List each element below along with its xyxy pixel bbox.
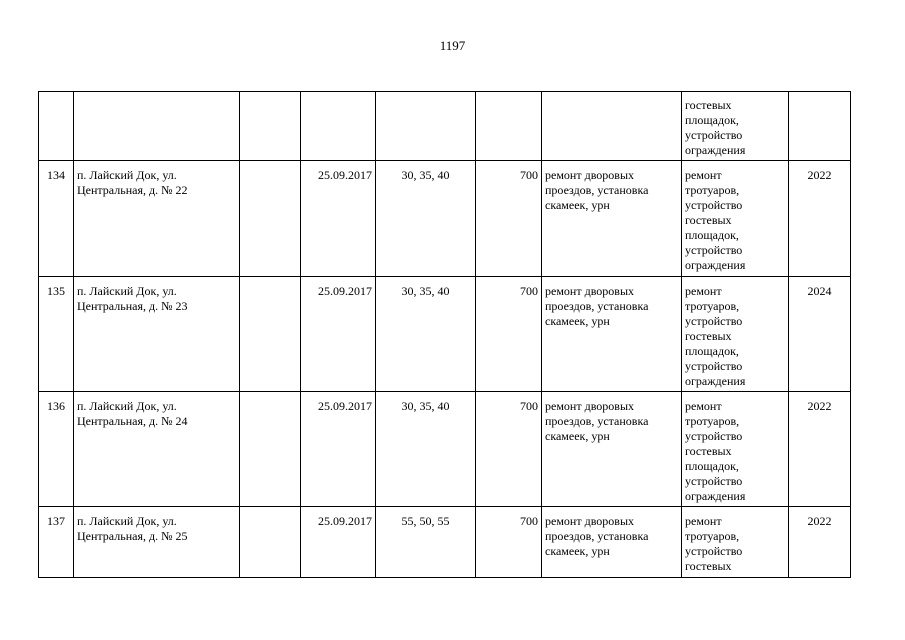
date-cell: 25.09.2017: [301, 392, 376, 507]
area-cell: 700: [476, 277, 542, 392]
extra-cell: [240, 392, 301, 507]
text-line: гостевых: [685, 98, 732, 112]
additional-works-cell: [682, 392, 789, 507]
year-cell: [789, 92, 851, 161]
text-line: ограждения: [685, 374, 746, 388]
text-line: ограждения: [685, 143, 746, 157]
extra-cell: [240, 92, 301, 161]
text-line: гостевых: [685, 444, 732, 458]
text-line: п. Лайский Док, ул.: [77, 284, 177, 298]
area-cell: [476, 92, 542, 161]
text-line: гостевых: [685, 213, 732, 227]
address-cell: [74, 392, 240, 507]
date-cell: [301, 92, 376, 161]
text-line: тротуаров,: [685, 299, 740, 313]
address-cell: [74, 507, 240, 578]
text-line: ограждения: [685, 258, 746, 272]
row-number: 135: [39, 277, 74, 392]
address-cell: [74, 277, 240, 392]
text-line: гостевых: [685, 559, 732, 573]
extra-cell: [240, 507, 301, 578]
text-line: ремонт: [685, 399, 722, 413]
text-line: Центральная, д. № 24: [77, 414, 188, 428]
text-line: ограждения: [685, 489, 746, 503]
year-cell: 2024: [789, 277, 851, 392]
area-cell: 700: [476, 161, 542, 277]
text-line: площадок,: [685, 228, 739, 242]
continuation-row: [39, 92, 851, 161]
text-line: п. Лайский Док, ул.: [77, 168, 177, 182]
text-line: устройство: [685, 544, 743, 558]
coefficients-cell: 30, 35, 40: [376, 277, 476, 392]
text-line: Центральная, д. № 23: [77, 299, 188, 313]
text-line: устройство: [685, 474, 743, 488]
row-number: 136: [39, 392, 74, 507]
text-line: п. Лайский Док, ул.: [77, 514, 177, 528]
area-cell: 700: [476, 507, 542, 578]
coefficients-cell: [376, 92, 476, 161]
address-cell: [74, 161, 240, 277]
additional-works-cell: [682, 92, 789, 161]
num-cell: [39, 92, 74, 161]
area-cell: 700: [476, 392, 542, 507]
text-line: п. Лайский Док, ул.: [77, 399, 177, 413]
row-number: 137: [39, 507, 74, 578]
text-line: площадок,: [685, 113, 739, 127]
text-line: ремонт дворовых: [545, 514, 635, 528]
text-line: скамеек, урн: [545, 429, 610, 443]
minimal-works-cell: [542, 392, 682, 507]
additional-works-cell: [682, 277, 789, 392]
text-line: ремонт дворовых: [545, 284, 635, 298]
text-line: площадок,: [685, 459, 739, 473]
table-row: [39, 392, 851, 507]
date-cell: 25.09.2017: [301, 507, 376, 578]
text-line: проездов, установка: [545, 529, 649, 543]
year-cell: 2022: [789, 392, 851, 507]
page-number: 1197: [439, 38, 466, 53]
coefficients-cell: 55, 50, 55: [376, 507, 476, 578]
text-line: ремонт дворовых: [545, 399, 635, 413]
text-line: устройство: [685, 429, 743, 443]
text-line: устройство: [685, 359, 743, 373]
text-line: ремонт: [685, 514, 722, 528]
table-row: [39, 161, 851, 277]
date-cell: 25.09.2017: [301, 161, 376, 277]
text-line: скамеек, урн: [545, 544, 610, 558]
minimal-works-cell: [542, 161, 682, 277]
text-line: площадок,: [685, 344, 739, 358]
minimal-works-cell: [542, 92, 682, 161]
coefficients-cell: 30, 35, 40: [376, 392, 476, 507]
text-line: ремонт: [685, 284, 722, 298]
row-number: 134: [39, 161, 74, 277]
text-line: устройство: [685, 198, 743, 212]
text-line: ремонт: [685, 168, 722, 182]
extra-cell: [240, 277, 301, 392]
table-row: [39, 277, 851, 392]
year-cell: 2022: [789, 161, 851, 277]
minimal-works-cell: [542, 507, 682, 578]
text-line: Центральная, д. № 25: [77, 529, 188, 543]
extra-cell: [240, 161, 301, 277]
text-line: тротуаров,: [685, 529, 740, 543]
text-line: Центральная, д. № 22: [77, 183, 188, 197]
text-line: устройство: [685, 128, 743, 142]
table-row: [39, 507, 851, 578]
courtyards-table: [38, 91, 851, 578]
text-line: тротуаров,: [685, 414, 740, 428]
text-line: ремонт дворовых: [545, 168, 635, 182]
text-line: устройство: [685, 243, 743, 257]
text-line: проездов, установка: [545, 183, 649, 197]
text-line: проездов, установка: [545, 299, 649, 313]
minimal-works-cell: [542, 277, 682, 392]
year-cell: 2022: [789, 507, 851, 578]
text-line: скамеек, урн: [545, 198, 610, 212]
coefficients-cell: 30, 35, 40: [376, 161, 476, 277]
text-line: гостевых: [685, 329, 732, 343]
date-cell: 25.09.2017: [301, 277, 376, 392]
text-line: проездов, установка: [545, 414, 649, 428]
additional-works-cell: [682, 507, 789, 578]
additional-works-cell: [682, 161, 789, 277]
text-line: тротуаров,: [685, 183, 740, 197]
text-line: устройство: [685, 314, 743, 328]
text-line: скамеек, урн: [545, 314, 610, 328]
address-cell: [74, 92, 240, 161]
